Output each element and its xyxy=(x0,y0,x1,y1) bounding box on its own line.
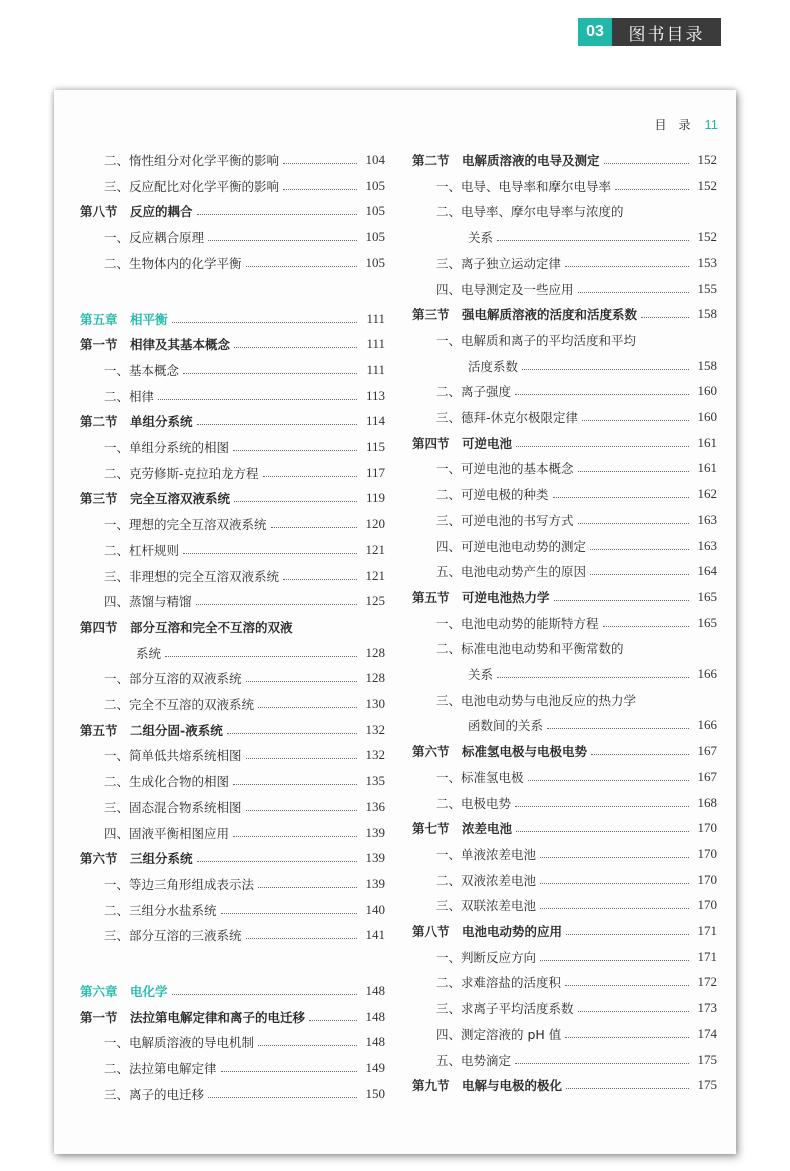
toc-item[interactable] xyxy=(80,386,385,406)
dot-leader xyxy=(258,706,357,708)
toc-entry-title: 二、相律 xyxy=(104,388,155,404)
toc-page-number: 115 xyxy=(365,439,385,454)
toc-entry-title: 第五节 二组分固-液系统 xyxy=(80,722,223,738)
toc-item[interactable] xyxy=(412,279,717,299)
toc-page-number: 140 xyxy=(365,901,385,917)
dot-leader xyxy=(227,732,357,734)
toc-entry-title: 一、理想的完全互溶双液系统 xyxy=(104,517,267,533)
toc-entry-title: 第二节 电解质溶液的电导及测定 xyxy=(412,153,600,168)
toc-item[interactable] xyxy=(412,201,717,221)
toc-item[interactable] xyxy=(80,591,385,611)
dot-leader xyxy=(234,500,357,502)
toc-page-number: 153 xyxy=(697,254,717,270)
toc-item[interactable] xyxy=(80,900,385,920)
toc-entry-title: 一、电解质溶液的导电机制 xyxy=(104,1035,255,1051)
toc-section[interactable] xyxy=(412,150,717,170)
toc-entry-title: 一、等边三角形组成表示法 xyxy=(104,876,255,892)
toc-page-number: 111 xyxy=(366,336,385,352)
dot-leader xyxy=(547,727,689,729)
dot-leader xyxy=(165,655,357,657)
dot-leader xyxy=(578,1010,689,1012)
dot-leader xyxy=(540,959,689,961)
toc-item[interactable] xyxy=(80,176,385,196)
toc-item[interactable] xyxy=(412,947,717,967)
toc-item[interactable] xyxy=(412,458,717,478)
toc-entry-title: 第三节 强电解质溶液的活度和活度系数 xyxy=(412,307,638,323)
toc-page-number: 150 xyxy=(365,1085,385,1101)
dot-leader xyxy=(582,419,689,421)
book-page xyxy=(54,90,736,1154)
toc-page-number: 173 xyxy=(697,1000,717,1016)
toc-entry-title: 一、单组分系统的相图 xyxy=(104,440,230,455)
toc-entry-title: 四、可逆电池电动势的测定 xyxy=(436,538,587,554)
dot-leader xyxy=(234,346,357,348)
dot-leader xyxy=(497,676,689,678)
toc-page-number: 139 xyxy=(365,875,385,891)
dot-leader xyxy=(233,835,357,837)
toc-entry-title: 第二节 单组分系统 xyxy=(80,414,193,430)
toc-page-number: 162 xyxy=(697,486,717,502)
toc-page-number: 119 xyxy=(365,490,385,506)
toc-item[interactable] xyxy=(80,771,385,791)
toc-page-number: 113 xyxy=(365,387,385,403)
toc-entry-title: 三、非理想的完全互溶双液系统 xyxy=(104,568,280,584)
toc-page-number: 121 xyxy=(365,567,385,583)
toc-item[interactable] xyxy=(412,690,717,710)
toc-entry-title: 第三节 完全互溶双液系统 xyxy=(80,491,231,507)
dot-leader xyxy=(565,984,689,986)
toc-item-cont[interactable] xyxy=(412,356,717,376)
dot-leader xyxy=(628,651,689,652)
toc-item-cont[interactable] xyxy=(412,227,717,247)
toc-section[interactable] xyxy=(80,488,385,508)
toc-item[interactable] xyxy=(412,767,717,787)
dot-leader xyxy=(233,449,357,451)
toc-page-number: 152 xyxy=(697,177,717,193)
dot-leader xyxy=(221,912,357,914)
dot-leader xyxy=(246,265,357,267)
toc-page-number: 141 xyxy=(365,927,385,943)
toc-page-number: 125 xyxy=(365,593,385,609)
toc-page-number: 167 xyxy=(697,743,717,759)
toc-section[interactable] xyxy=(80,411,385,431)
toc-section[interactable] xyxy=(412,433,717,453)
toc-chapter[interactable] xyxy=(80,981,385,1001)
toc-section[interactable] xyxy=(412,921,717,941)
toc-page-number: 104 xyxy=(365,152,385,167)
dot-leader xyxy=(590,573,689,575)
toc-entry-title: 三、离子独立运动定律 xyxy=(436,255,562,271)
toc-entry-title: 一、电池电动势的能斯特方程 xyxy=(436,615,599,631)
dot-leader xyxy=(540,856,689,858)
toc-entry-title: 三、可逆电池的书写方式 xyxy=(436,512,574,528)
banner-title: 图书目录 xyxy=(612,18,721,46)
toc-item[interactable] xyxy=(80,566,385,586)
toc-item[interactable] xyxy=(412,844,717,864)
toc-page-number: 136 xyxy=(365,798,385,814)
toc-page-number: 168 xyxy=(697,794,717,810)
dot-leader xyxy=(283,188,357,190)
toc-page-number: 149 xyxy=(365,1060,385,1076)
toc-item-cont[interactable] xyxy=(412,715,717,735)
dot-leader xyxy=(183,552,357,554)
toc-entry-title: 一、部分互溶的双液系统 xyxy=(104,671,242,687)
dot-leader xyxy=(578,470,689,472)
dot-leader xyxy=(628,214,689,215)
dot-leader xyxy=(208,1096,357,1098)
toc-entry-title: 第五章 相平衡 xyxy=(80,311,168,327)
dot-leader xyxy=(246,809,357,811)
toc-page-number: 105 xyxy=(365,254,385,270)
toc-page-number: 164 xyxy=(697,563,717,579)
toc-page-number: 170 xyxy=(697,845,717,861)
dot-leader xyxy=(578,291,689,293)
toc-entry-title: 第四节 可逆电池 xyxy=(412,435,513,451)
toc-item[interactable] xyxy=(412,381,717,401)
toc-entry-title: 五、电势滴定 xyxy=(436,1052,512,1068)
toc-entry-title: 四、固液平衡相图应用 xyxy=(104,825,230,841)
toc-item[interactable] xyxy=(412,998,717,1018)
toc-entry-title: 二、双液浓差电池 xyxy=(436,872,537,888)
toc-section[interactable] xyxy=(80,1007,385,1027)
toc-entry-title: 第一节 法拉第电解定律和离子的电迁移 xyxy=(80,1009,306,1025)
dot-leader xyxy=(528,779,689,781)
toc-entry-title: 关系 xyxy=(468,230,494,246)
running-head xyxy=(654,116,718,133)
toc-entry-title: 三、离子的电迁移 xyxy=(104,1086,205,1102)
toc-item[interactable] xyxy=(80,797,385,817)
toc-item[interactable] xyxy=(412,613,717,633)
toc-page-number: 132 xyxy=(365,721,385,737)
toc-item[interactable] xyxy=(80,227,385,247)
dot-leader xyxy=(172,321,357,323)
dot-leader xyxy=(309,1019,357,1021)
toc-page-number: 170 xyxy=(697,871,717,887)
toc-item[interactable] xyxy=(412,972,717,992)
toc-item[interactable] xyxy=(80,253,385,273)
dot-leader xyxy=(640,342,689,343)
dot-leader xyxy=(246,757,357,759)
dot-leader xyxy=(258,886,357,888)
dot-leader xyxy=(640,702,689,703)
toc-entry-title: 关系 xyxy=(468,667,494,682)
toc-page-number: 175 xyxy=(697,1077,717,1093)
toc-entry-title: 二、可逆电极的种类 xyxy=(436,487,549,503)
toc-page-number: 139 xyxy=(365,824,385,840)
toc-page-number: 161 xyxy=(697,460,717,476)
toc-page-number: 171 xyxy=(697,923,717,938)
toc-entry-title: 第八节 电池电动势的应用 xyxy=(412,924,563,939)
toc-entry-title: 第六节 三组分系统 xyxy=(80,851,193,867)
section-banner xyxy=(578,18,721,46)
toc-item[interactable] xyxy=(80,874,385,894)
toc-page-number: 175 xyxy=(697,1051,717,1067)
dot-leader xyxy=(641,316,689,318)
toc-entry-title: 三、固态混合物系统相图 xyxy=(104,799,242,815)
toc-item[interactable] xyxy=(412,253,717,273)
toc-entry-title: 二、生成化合物的相图 xyxy=(104,774,230,790)
running-head-page: 11 xyxy=(704,117,718,132)
toc-page-number: 105 xyxy=(365,177,385,193)
toc-page-number: 170 xyxy=(697,897,717,913)
dot-leader xyxy=(197,423,357,425)
toc-page-number: 120 xyxy=(365,516,385,532)
toc-entry-title: 二、惰性组分对化学平衡的影响 xyxy=(104,153,280,168)
toc-item[interactable] xyxy=(412,176,717,196)
toc-entry-title: 五、电池电动势产生的原因 xyxy=(436,564,587,580)
toc-section[interactable] xyxy=(412,818,717,838)
toc-page-number: 166 xyxy=(697,717,717,733)
running-head-label: 目 录 xyxy=(654,118,691,132)
toc-item[interactable] xyxy=(412,793,717,813)
dot-leader xyxy=(221,1070,357,1072)
toc-item[interactable] xyxy=(80,360,385,380)
dot-leader xyxy=(565,265,689,267)
toc-entry-title: 第六章 电化学 xyxy=(80,984,168,999)
dot-leader xyxy=(566,1087,689,1089)
dot-leader xyxy=(196,603,357,605)
dot-leader xyxy=(554,599,689,601)
toc-item[interactable] xyxy=(412,895,717,915)
toc-entry-title: 四、测定溶液的 pH 值 xyxy=(436,1026,562,1042)
toc-item[interactable] xyxy=(80,514,385,534)
toc-page-number: 152 xyxy=(697,152,717,167)
toc-page-number: 174 xyxy=(697,1025,717,1041)
dot-leader xyxy=(603,625,689,627)
toc-item[interactable] xyxy=(80,150,385,170)
toc-section[interactable] xyxy=(80,720,385,740)
toc-section[interactable] xyxy=(412,1075,717,1095)
toc-item-cont[interactable] xyxy=(412,664,717,684)
dot-leader xyxy=(263,475,357,477)
toc-entry-title: 第八节 反应的耦合 xyxy=(80,204,193,220)
toc-entry-title: 二、求难溶盐的活度积 xyxy=(436,975,562,991)
dot-leader xyxy=(522,368,689,370)
toc-page-number: 167 xyxy=(697,768,717,784)
toc-entry-title: 第五节 可逆电池热力学 xyxy=(412,589,550,605)
toc-entry-title: 函数间的关系 xyxy=(468,718,544,734)
toc-section[interactable] xyxy=(412,741,717,761)
toc-page-number: 130 xyxy=(365,696,385,711)
toc-section[interactable] xyxy=(412,587,717,607)
toc-page-number: 160 xyxy=(697,409,717,424)
toc-page-number: 148 xyxy=(365,983,385,998)
dot-leader xyxy=(497,239,689,241)
toc-entry-title: 一、简单低共熔系统相图 xyxy=(104,748,242,764)
toc-item[interactable] xyxy=(412,561,717,581)
toc-item[interactable] xyxy=(80,437,385,457)
dot-leader xyxy=(258,1044,357,1046)
toc-section-cont[interactable] xyxy=(80,643,385,663)
toc-page-number: 165 xyxy=(697,614,717,630)
toc-entry-title: 四、蒸馏与精馏 xyxy=(104,594,192,610)
dot-leader xyxy=(590,548,689,550)
toc-page-number: 155 xyxy=(697,280,717,296)
toc-item[interactable] xyxy=(412,638,717,658)
dot-leader xyxy=(208,239,357,241)
dot-leader xyxy=(197,213,357,215)
toc-entry-title: 第四节 部分互溶和完全不互溶的双液 xyxy=(80,619,293,635)
dot-leader xyxy=(197,860,357,862)
banner-number: 03 xyxy=(578,18,612,46)
toc-entry-title: 第一节 相律及其基本概念 xyxy=(80,337,231,353)
toc-page-number: 160 xyxy=(697,383,717,399)
dot-leader xyxy=(246,680,357,682)
toc-entry-title: 二、电导率、摩尔电导率与浓度的 xyxy=(436,204,624,220)
toc-section[interactable] xyxy=(412,304,717,324)
dot-leader xyxy=(540,907,689,909)
toc-entry-title: 三、反应配比对化学平衡的影响 xyxy=(104,178,280,194)
dot-leader xyxy=(515,1062,689,1064)
toc-page-number: 165 xyxy=(697,588,717,604)
toc-entry-title: 二、杠杆规则 xyxy=(104,542,180,558)
toc-page-number: 117 xyxy=(365,464,385,480)
toc-page-number: 161 xyxy=(697,434,717,450)
dot-leader xyxy=(566,933,689,935)
dot-leader xyxy=(540,882,689,884)
toc-entry-title: 第九节 电解与电极的极化 xyxy=(412,1078,563,1094)
toc-entry-title: 三、电池电动势与电池反应的热力学 xyxy=(436,692,637,708)
toc-entry-title: 二、法拉第电解定律 xyxy=(104,1061,217,1077)
toc-page-number: 163 xyxy=(697,537,717,553)
dot-leader xyxy=(271,526,357,528)
toc-entry-title: 三、德拜-休克尔极限定律 xyxy=(436,410,579,425)
dot-leader xyxy=(283,578,357,580)
toc-section[interactable] xyxy=(80,848,385,868)
dot-leader xyxy=(615,188,689,190)
toc-page-number: 111 xyxy=(366,361,385,377)
toc-page-number: 158 xyxy=(697,306,717,322)
dot-leader xyxy=(297,629,357,630)
dot-leader xyxy=(565,1036,689,1038)
toc-page-number: 172 xyxy=(697,974,717,990)
toc-entry-title: 一、判断反应方向 xyxy=(436,949,537,965)
toc-entry-title: 二、标准电池电动势和平衡常数的 xyxy=(436,641,624,657)
toc-entry-title: 三、双联浓差电池 xyxy=(436,898,537,914)
toc-entry-title: 二、生物体内的化学平衡 xyxy=(104,255,242,271)
toc-item[interactable] xyxy=(80,668,385,688)
dot-leader xyxy=(158,398,357,400)
toc-item[interactable] xyxy=(80,463,385,483)
dot-leader xyxy=(604,162,689,164)
toc-item[interactable] xyxy=(80,925,385,945)
dot-leader xyxy=(553,496,689,498)
toc-item[interactable] xyxy=(412,1050,717,1070)
toc-item[interactable] xyxy=(412,1024,717,1044)
toc-entry-title: 一、电导、电导率和摩尔电导率 xyxy=(436,178,612,194)
dot-leader xyxy=(172,993,357,995)
toc-item[interactable] xyxy=(412,870,717,890)
dot-leader xyxy=(233,783,357,785)
toc-page-number: 152 xyxy=(697,229,717,245)
dot-leader xyxy=(183,372,357,374)
toc-page-number: 148 xyxy=(365,1034,385,1050)
toc-entry-title: 系统 xyxy=(136,645,162,661)
toc-item[interactable] xyxy=(412,484,717,504)
toc-page-number: 148 xyxy=(365,1008,385,1024)
toc-page-number: 111 xyxy=(366,310,385,326)
toc-page-number: 128 xyxy=(365,670,385,686)
toc-entry-title: 二、三组分水盐系统 xyxy=(104,902,217,918)
dot-leader xyxy=(283,162,357,164)
toc-page-number: 170 xyxy=(697,820,717,836)
toc-page-number: 128 xyxy=(365,644,385,660)
toc-entry-title: 二、克劳修斯-克拉珀龙方程 xyxy=(104,465,259,481)
toc-page-number: 121 xyxy=(365,541,385,557)
toc-page-number: 135 xyxy=(365,773,385,789)
toc-page-number: 171 xyxy=(697,948,717,964)
toc-page-number: 114 xyxy=(365,413,385,429)
toc-entry-title: 第六节 标准氢电极与电极电势 xyxy=(412,744,588,760)
toc-entry-title: 二、离子强度 xyxy=(436,384,512,400)
toc-item[interactable] xyxy=(412,536,717,556)
toc-entry-title: 第七节 浓差电池 xyxy=(412,821,513,837)
toc-item[interactable] xyxy=(80,1058,385,1078)
toc-page-number: 158 xyxy=(697,357,717,373)
toc-entry-title: 一、单液浓差电池 xyxy=(436,846,537,862)
toc-item[interactable] xyxy=(80,745,385,765)
toc-page-number: 166 xyxy=(697,666,717,681)
toc-item[interactable] xyxy=(412,510,717,530)
toc-entry-title: 一、标准氢电极 xyxy=(436,769,524,785)
toc-entry-title: 三、求离子平均活度系数 xyxy=(436,1001,574,1017)
dot-leader xyxy=(591,753,689,755)
toc-page-number: 105 xyxy=(365,229,385,245)
toc-entry-title: 一、可逆电池的基本概念 xyxy=(436,461,574,477)
toc-section[interactable] xyxy=(80,201,385,221)
toc-entry-title: 活度系数 xyxy=(468,358,519,374)
toc-entry-title: 三、部分互溶的三液系统 xyxy=(104,928,242,944)
dot-leader xyxy=(578,522,689,524)
dot-leader xyxy=(515,393,689,395)
toc-page-number: 139 xyxy=(365,850,385,866)
toc-page-number: 105 xyxy=(365,203,385,219)
toc-entry-title: 二、完全不互溶的双液系统 xyxy=(104,697,255,712)
toc-page-number: 163 xyxy=(697,511,717,527)
toc-item[interactable] xyxy=(80,694,385,714)
toc-item[interactable] xyxy=(80,540,385,560)
toc-item[interactable] xyxy=(412,407,717,427)
dot-leader xyxy=(516,830,689,832)
toc-entry-title: 四、电导测定及一些应用 xyxy=(436,281,574,297)
dot-leader xyxy=(515,805,689,807)
toc-entry-title: 一、反应耦合原理 xyxy=(104,230,205,246)
toc-entry-title: 一、电解质和离子的平均活度和平均 xyxy=(436,332,637,348)
toc-item[interactable] xyxy=(412,330,717,350)
toc-entry-title: 一、基本概念 xyxy=(104,362,180,378)
dot-leader xyxy=(516,445,689,447)
toc-entry-title: 二、电极电势 xyxy=(436,795,512,811)
toc-section[interactable] xyxy=(80,334,385,354)
toc-page-number: 132 xyxy=(365,747,385,763)
toc-item[interactable] xyxy=(80,1032,385,1052)
toc-chapter[interactable] xyxy=(80,309,385,329)
toc-item[interactable] xyxy=(80,823,385,843)
dot-leader xyxy=(246,937,357,939)
toc-section[interactable] xyxy=(80,617,385,637)
toc-item[interactable] xyxy=(80,1084,385,1104)
